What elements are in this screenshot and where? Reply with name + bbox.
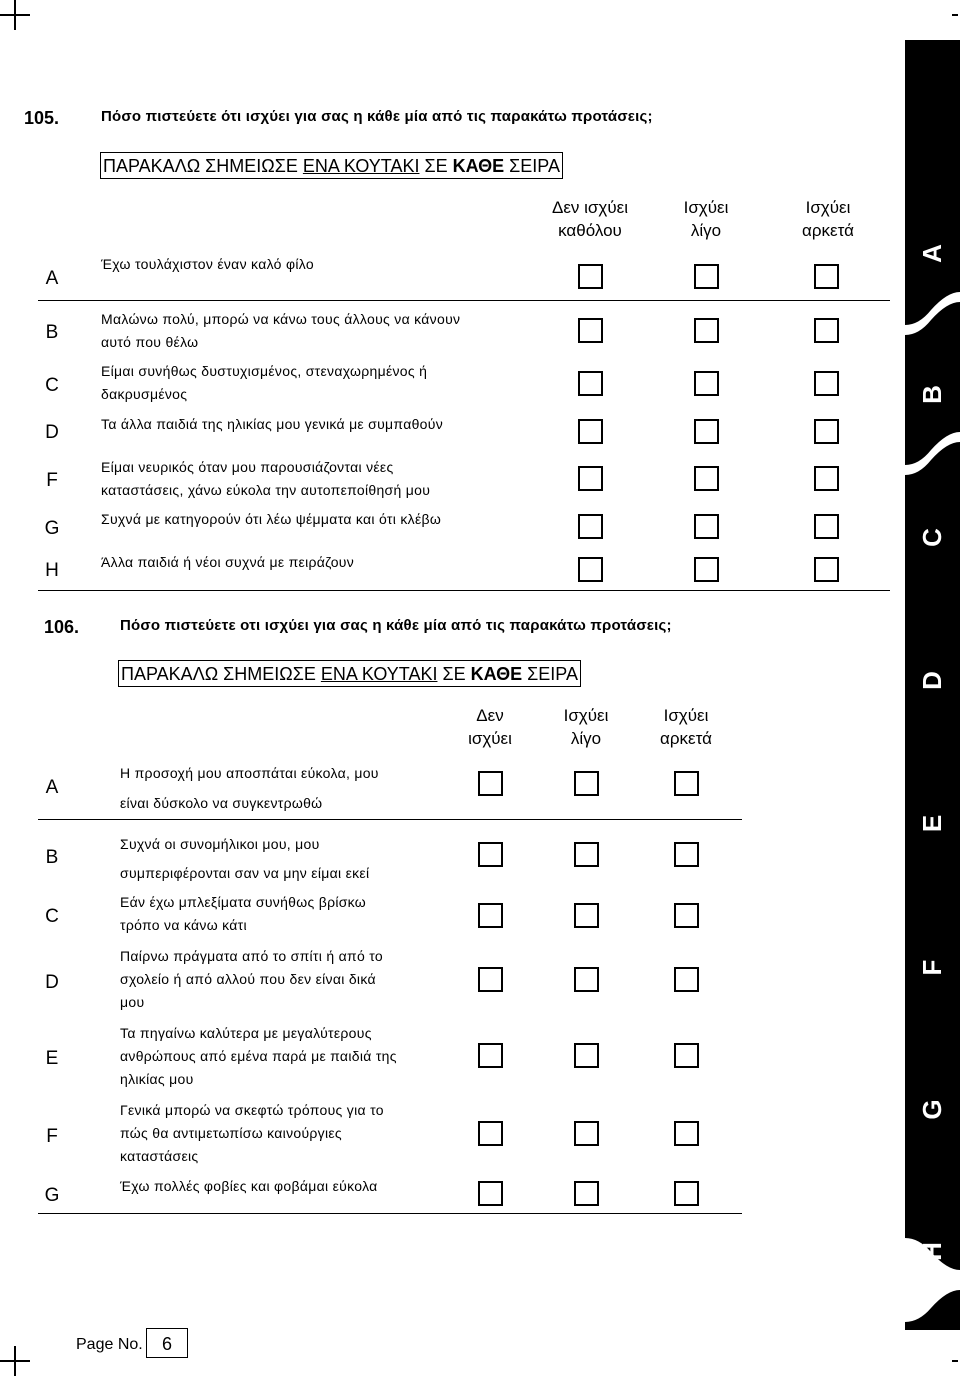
q106-row-e-checkbox-a-little[interactable] (574, 1043, 599, 1068)
q106-instruction-post: ΣΕΙΡΑ (522, 664, 578, 684)
q105-instruction-post: ΣΕΙΡΑ (504, 156, 560, 176)
q106-row-e-line3: ηλικίας μου (120, 1071, 194, 1087)
q105-row-letter: D (45, 422, 59, 443)
q105-row-letter: B (45, 322, 59, 343)
q105-row-d-checkbox-a-little[interactable] (694, 419, 719, 444)
q105-row-f-checkbox-a-little[interactable] (694, 466, 719, 491)
q105-row-text (101, 456, 430, 502)
q106-row-d-checkbox-a-little[interactable] (574, 967, 599, 992)
q105-row-c-checkbox-a-little[interactable] (694, 371, 719, 396)
q105-col-2-line2: λίγο (690, 221, 722, 240)
q106-row-e-checkbox-not[interactable] (478, 1043, 503, 1068)
q106-row-d-line2: σχολείο ή από αλλού που δεν είναι δικά (120, 971, 376, 987)
q105-row-f-line2: καταστάσεις, χάνω εύκολα την αυτοπεποίθησή μου (101, 482, 431, 498)
q106-row-f-line3: καταστάσεις (120, 1148, 199, 1164)
q106-row-c-checkbox-a-lot[interactable] (674, 903, 699, 928)
q105-row-letter: A (45, 268, 59, 289)
crop-mark-top-left-v (14, 0, 16, 30)
q106-row-text (120, 891, 366, 937)
q106-row-a-line2: είναι δύσκολο να συγκεντρωθώ (120, 795, 323, 811)
crop-tick-bottom-right (952, 1360, 958, 1362)
q106-row-text (120, 945, 383, 1014)
tab-section-d[interactable]: D (917, 671, 947, 690)
q105-row-b-checkbox-a-little[interactable] (694, 318, 719, 343)
q106-row-d-checkbox-not[interactable] (478, 967, 503, 992)
q105-row-c-line1: Είμαι συνήθως δυστυχισμένος, στεναχωρημένος ή (101, 363, 428, 379)
page-number-value: 6 (146, 1328, 188, 1358)
q105-row-g-line1: Συχνά με κατηγορούν ότι λέω ψέμματα και ότι κλέβω (101, 511, 442, 527)
q106-col-1-line2: ισχύει (468, 729, 512, 748)
q105-row-divider (38, 300, 890, 301)
q105-row-c-checkbox-a-lot[interactable] (814, 371, 839, 396)
q106-row-a-line1: Η προσοχή μου αποσπάται εύκολα, μου (120, 765, 379, 781)
q106-row-a-checkbox-a-little[interactable] (574, 771, 599, 796)
q105-row-text (101, 360, 427, 406)
q106-row-text (120, 1099, 384, 1168)
page-number-label: Page No. (76, 1336, 143, 1353)
q105-row-a-line1: Έχω τουλάχιστον έναν καλό φίλο (101, 256, 314, 272)
q106-row-g-checkbox-a-lot[interactable] (674, 1181, 699, 1206)
tab-section-f[interactable]: F (917, 959, 947, 976)
q105-instruction-pre: ΠΑΡΑΚΑΛΩ ΣΗΜΕΙΩΣΕ (103, 156, 303, 176)
q105-row-text (101, 551, 354, 574)
q105-row-b-line2: αυτό που θέλω (101, 334, 199, 350)
q106-col-a-lot (616, 704, 756, 750)
q106-row-text (120, 758, 379, 818)
q105-row-text (101, 308, 460, 354)
q106-title: Πόσο πιστεύετε οτι ισχύει για σας η κάθε μία από τις παρακάτω προτάσεις; (120, 617, 672, 634)
q105-col-1-line2: καθόλου (558, 221, 622, 240)
q106-instruction-underlined: ΕΝΑ ΚΟΥΤΑΚΙ (320, 664, 438, 684)
q106-instruction (118, 660, 581, 687)
q105-row-g-checkbox-not-at-all[interactable] (578, 514, 603, 539)
q106-row-letter: B (45, 847, 59, 868)
section-tab-bar (905, 40, 960, 1330)
q106-number: 106. (44, 617, 80, 637)
q105-row-d-checkbox-a-lot[interactable] (814, 419, 839, 444)
q106-instruction-pre: ΠΑΡΑΚΑΛΩ ΣΗΜΕΙΩΣΕ (121, 664, 321, 684)
tab-section-b[interactable]: B (917, 385, 947, 404)
q105-row-f-checkbox-a-lot[interactable] (814, 466, 839, 491)
q106-row-divider (38, 819, 742, 820)
q105-row-d-line1: Τα άλλα παιδιά της ηλικίας μου γενικά με συμπαθούν (101, 416, 444, 432)
q105-row-a-checkbox-not-at-all[interactable] (578, 264, 603, 289)
q106-bottom-rule (38, 1213, 742, 1214)
q106-row-d-line1: Παίρνω πράγματα από το σπίτι ή από το (120, 948, 383, 964)
q106-row-e-line2: ανθρώπους από εμένα παρά με παιδιά της (120, 1048, 397, 1064)
crop-mark-bottom-left-v (14, 1346, 16, 1376)
q105-row-h-checkbox-not-at-all[interactable] (578, 557, 603, 582)
q105-bottom-rule (38, 590, 890, 591)
q105-title: Πόσο πιστεύετε ότι ισχύει για σας η κάθε μία από τις παρακάτω προτάσεις; (101, 108, 653, 125)
q106-col-3-line1: Ισχύει (663, 706, 709, 725)
q106-col-2-line2: λίγο (570, 729, 602, 748)
q105-row-g-checkbox-a-lot[interactable] (814, 514, 839, 539)
q105-row-text (101, 508, 441, 531)
q105-col-3-line1: Ισχύει (805, 198, 851, 217)
q106-row-g-checkbox-a-little[interactable] (574, 1181, 599, 1206)
q105-row-a-checkbox-a-little[interactable] (694, 264, 719, 289)
q106-row-c-checkbox-a-little[interactable] (574, 903, 599, 928)
q106-row-letter: A (45, 777, 59, 798)
q106-row-f-line2: πώς θα αντιμετωπίσω καινούργιες (120, 1125, 342, 1141)
q106-row-a-checkbox-a-lot[interactable] (674, 771, 699, 796)
q105-instruction (100, 152, 563, 179)
q106-row-g-line1: Έχω πολλές φοβίες και φοβάμαι εύκολα (120, 1178, 378, 1194)
tab-section-a[interactable]: A (917, 244, 947, 263)
q105-row-letter: F (46, 470, 58, 491)
q105-row-b-checkbox-not-at-all[interactable] (578, 318, 603, 343)
q106-row-b-checkbox-not[interactable] (478, 842, 503, 867)
q106-col-2-line1: Ισχύει (563, 706, 609, 725)
q106-row-b-checkbox-a-lot[interactable] (674, 842, 699, 867)
q106-row-c-checkbox-not[interactable] (478, 903, 503, 928)
q106-col-1-line1: Δεν (476, 706, 504, 725)
q106-row-f-checkbox-not[interactable] (478, 1121, 503, 1146)
q106-row-b-checkbox-a-little[interactable] (574, 842, 599, 867)
q106-instruction-bold: ΚΑΘΕ (470, 664, 523, 684)
tab-section-g[interactable]: G (917, 1099, 947, 1120)
q106-row-g-checkbox-not[interactable] (478, 1181, 503, 1206)
tab-section-e[interactable]: E (917, 814, 947, 833)
q105-row-letter: G (44, 518, 60, 539)
q105-row-h-checkbox-a-lot[interactable] (814, 557, 839, 582)
q106-row-letter: F (46, 1126, 58, 1147)
q105-row-f-line1: Είμαι νευρικός όταν μου παρουσιάζονται νέες (101, 459, 394, 475)
q105-row-c-line2: δακρυσμένος (101, 386, 188, 402)
tab-section-h[interactable]: H (917, 1242, 947, 1261)
q105-row-text (101, 413, 443, 436)
q106-row-letter: D (45, 972, 59, 993)
q105-row-c-checkbox-not-at-all[interactable] (578, 371, 603, 396)
q105-instruction-underlined: ΕΝΑ ΚΟΥΤΑΚΙ (302, 156, 420, 176)
q106-row-text (120, 830, 369, 888)
q105-row-h-checkbox-a-little[interactable] (694, 557, 719, 582)
q105-row-g-checkbox-a-little[interactable] (694, 514, 719, 539)
q105-row-b-line1: Μαλώνω πολύ, μπορώ να κάνω τους άλλους να κάνουν (101, 311, 461, 327)
q105-row-h-line1: Άλλα παιδιά ή νέοι συχνά με πειράζουν (101, 554, 355, 570)
q106-row-f-checkbox-a-lot[interactable] (674, 1121, 699, 1146)
q106-row-e-line1: Τα πηγαίνω καλύτερα με μεγαλύτερους (120, 1025, 372, 1041)
q106-row-d-line3: μου (120, 994, 145, 1010)
q106-row-text (120, 1175, 378, 1198)
q106-row-b-line1: Συχνά οι συνομήλικοι μου, μου (120, 836, 320, 852)
q105-row-a-checkbox-a-lot[interactable] (814, 264, 839, 289)
q105-number: 105. (24, 108, 60, 128)
q105-row-f-checkbox-not-at-all[interactable] (578, 466, 603, 491)
q105-col-1-line1: Δεν ισχύει (551, 198, 628, 217)
q106-row-text (120, 1022, 397, 1091)
q106-row-a-checkbox-not[interactable] (478, 771, 503, 796)
tab-section-c[interactable]: C (917, 528, 947, 547)
q106-row-f-checkbox-a-little[interactable] (574, 1121, 599, 1146)
q105-col-a-little (636, 196, 776, 242)
q106-row-letter: G (44, 1185, 60, 1206)
q105-instruction-mid: ΣΕ (419, 156, 453, 176)
q105-row-text (101, 253, 314, 276)
q105-row-letter: C (45, 375, 59, 396)
q106-row-b-line2: συμπεριφέρονται σαν να μην είμαι εκεί (120, 865, 370, 881)
q106-row-letter: C (45, 906, 59, 927)
q106-instruction-mid: ΣΕ (437, 664, 471, 684)
q105-row-b-checkbox-a-lot[interactable] (814, 318, 839, 343)
q105-col-2-line1: Ισχύει (683, 198, 729, 217)
q105-col-a-lot (758, 196, 898, 242)
q106-col-3-line2: αρκετά (660, 729, 712, 748)
q106-row-letter: E (45, 1048, 59, 1069)
q106-row-d-checkbox-a-lot[interactable] (674, 967, 699, 992)
q106-row-e-checkbox-a-lot[interactable] (674, 1043, 699, 1068)
q106-row-c-line2: τρόπο να κάνω κάτι (120, 917, 247, 933)
q106-row-f-line1: Γενικά μπορώ να σκεφτώ τρόπους για το (120, 1102, 384, 1118)
q106-row-c-line1: Εάν έχω μπλεξίματα συνήθως βρίσκω (120, 894, 367, 910)
q105-col-3-line2: αρκετά (802, 221, 854, 240)
q105-row-letter: H (45, 560, 59, 581)
crop-tick-top-right (952, 14, 958, 16)
q105-row-d-checkbox-not-at-all[interactable] (578, 419, 603, 444)
q105-instruction-bold: ΚΑΘΕ (452, 156, 505, 176)
